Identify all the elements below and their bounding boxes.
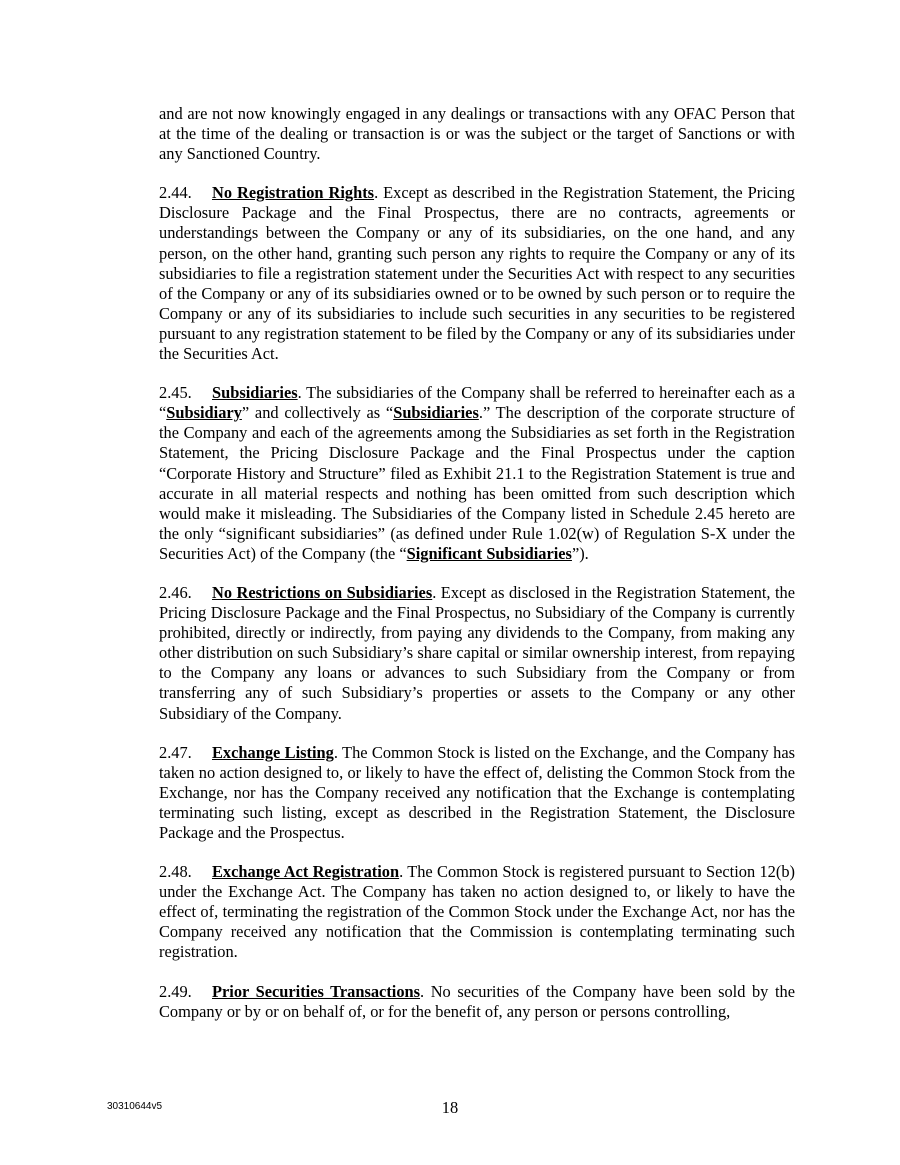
defined-term: Subsidiary: [166, 403, 242, 423]
document-body: [159, 104, 795, 1041]
section-text: . No securities of the Company have been sold by the Company or by or on behalf of, or for the benefit of, any person or persons controlling,: [159, 981, 795, 1021]
section-text: . Except as described in the Registration Statement, the Pricing Disclosure Package and the Final Prospectus, there are no contracts, agreements or understandings between the Company or any of its subsidiaries, on the one hand, and any person, on the other hand, granting such person any rights to require the Company or any of its subsidiaries to file a registration statement under the Securities Act with respect to any securities of the Company or any of its subsidiaries owned or to be owned by such person or to require the Company or any of its subsidiaries to include such securities in any securities to be registered pursuant to any registration statement to be filed by the Company or any of its subsidiaries under the Securities Act.: [159, 183, 795, 364]
section-number: 2.46.: [159, 582, 192, 602]
section-text: . The subsidiaries of the Company shall be referred to hereinafter each as a “: [159, 383, 795, 423]
section-number: 2.44.: [159, 183, 192, 203]
section-text: ”).: [571, 543, 589, 563]
section-text: . Except as disclosed in the Registration Statement, the Pricing Disclosure Package and the Final Prospectus, no Subsidiary of the Company is currently prohibited, directly or indirectly, from paying any dividends to the Company, from making any other distribution on such Subsidiary’s share capital or similar ownership interest, from repaying to the Company any loans or advances to such Subsidiary from the Company or from transferring any of such Subsidiary’s properties or assets to the Company or any other Subsidiary of the Company.: [159, 582, 795, 723]
document-id: 30310644v5: [107, 1101, 163, 1112]
section-number: 2.49.: [159, 981, 192, 1001]
section-2-47: [159, 743, 795, 843]
defined-term: Subsidiaries: [393, 403, 479, 423]
section-heading: No Registration Rights: [212, 183, 375, 203]
section-heading: No Restrictions on Subsidiaries: [212, 582, 433, 602]
section-text: . The Common Stock is listed on the Exchange, and the Company has taken no action designed to, or likely to have the effect of, delisting the Common Stock from the Exchange, nor has the Company received any notification that the Exchange is contemplating terminating such listing, except as described in the Registration Statement, the Disclosure Package and the Prospectus.: [159, 742, 795, 842]
section-number: 2.48.: [159, 862, 192, 882]
page-number: 18: [441, 1098, 459, 1117]
section-heading: Exchange Listing: [212, 742, 334, 762]
section-number: 2.45.: [159, 383, 192, 403]
section-heading: Subsidiaries: [212, 383, 298, 403]
section-2-44: [159, 183, 795, 364]
section-2-48: [159, 862, 795, 962]
section-2-45: [159, 383, 795, 564]
section-number: 2.47.: [159, 742, 192, 762]
section-2-49: [159, 982, 795, 1022]
section-text: ” and collectively as “: [241, 403, 394, 423]
section-heading: Prior Securities Transactions: [212, 981, 421, 1001]
section-text: .” The description of the corporate structure of the Company and each of the agreements among the Subsidiaries as set forth in the Registration Statement, the Pricing Disclosure Package and the Final Prospectus under the caption “Corporate History and Structure” filed as Exhibit 21.1 to the Registration Statement is true and accurate in all material respects and nothing has been omitted from such description which would make it misleading. The Subsidiaries of the Company listed in Schedule 2.45 hereto are the only “significant subsidiaries” (as defined under Rule 1.02(w) of Regulation S-X under the Securities Act) of the Company (the “: [159, 403, 795, 563]
section-text: . The Common Stock is registered pursuant to Section 12(b) under the Exchange Act. The Company has taken no action designed to, or likely to have the effect of, terminating the registration of the Common Stock under the Exchange Act, nor has the Company received any notification that the Commission is contemplating terminating such registration.: [159, 862, 795, 962]
section-2-46: [159, 583, 795, 724]
section-heading: Exchange Act Registration: [212, 862, 400, 882]
continuation-paragraph: and are not now knowingly engaged in any dealings or transactions with any OFAC Person that at the time of the dealing or transaction is or was the subject or the target of Sanctions or with any Sanctioned Country.: [159, 104, 795, 164]
defined-term: Significant Subsidiaries: [406, 543, 572, 563]
